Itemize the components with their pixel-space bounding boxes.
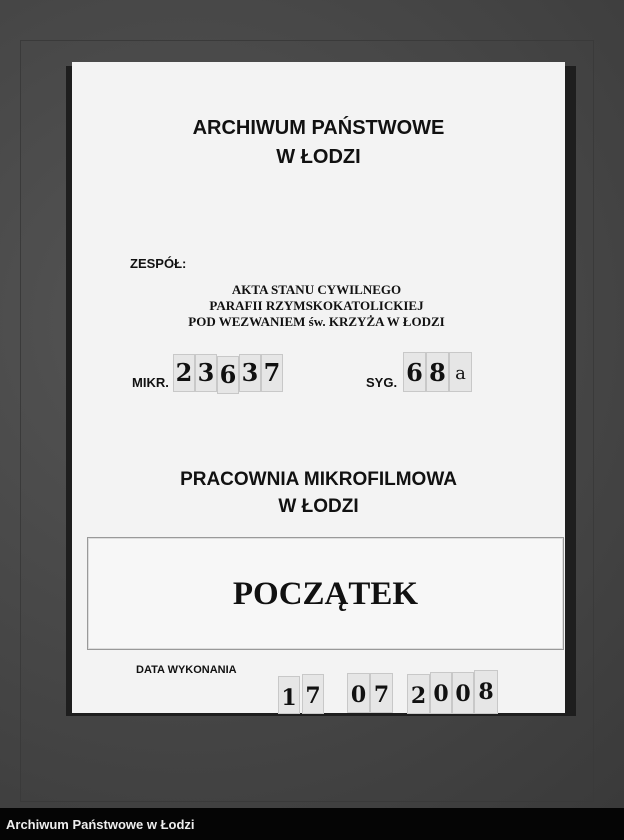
mikr-digit: 3 (239, 354, 261, 392)
mikr-digit: 3 (195, 354, 217, 392)
archive-city: W ŁODZI (276, 146, 361, 168)
mikr-digit: 2 (173, 354, 195, 392)
date-char: 1 (278, 676, 300, 714)
archive-card (72, 62, 565, 713)
date-label: DATA WYKONANIA (136, 664, 237, 676)
date-char: 0 (347, 673, 370, 713)
lab-city: W ŁODZI (278, 496, 359, 517)
begin-box (87, 537, 564, 650)
footer-bar (0, 808, 624, 840)
syg-char: 8 (426, 352, 449, 392)
syg-label: SYG. (366, 375, 398, 390)
footer-caption: Archiwum Państwowe w Łodzi (6, 817, 195, 832)
date-char: 7 (302, 674, 324, 714)
lab-title: PRACOWNIA MIKROFILMOWA (180, 469, 457, 490)
date-char: 8 (474, 670, 498, 714)
mikr-digit: 7 (261, 354, 283, 392)
zespol-line: POD WEZWANIEM św. KRZYŻA W ŁODZI (188, 314, 445, 329)
date-char: 0 (452, 672, 474, 714)
date-char: 2 (407, 674, 430, 714)
zespol-line: AKTA STANU CYWILNEGO (231, 282, 402, 297)
syg-char: 6 (403, 352, 426, 392)
zespol-label: ZESPÓŁ: (130, 256, 187, 271)
date-char: 0 (430, 672, 452, 714)
mikr-label: MIKR. (132, 375, 169, 390)
mikr-digit: 6 (217, 356, 239, 394)
syg-char: a (449, 352, 472, 392)
zespol-line: PARAFII RZYMSKOKATOLICKIEJ (209, 298, 424, 313)
archive-title: ARCHIWUM PAŃSTWOWE (192, 117, 445, 139)
begin-title: POCZĄTEK (232, 576, 419, 612)
date-char: 7 (370, 673, 393, 713)
